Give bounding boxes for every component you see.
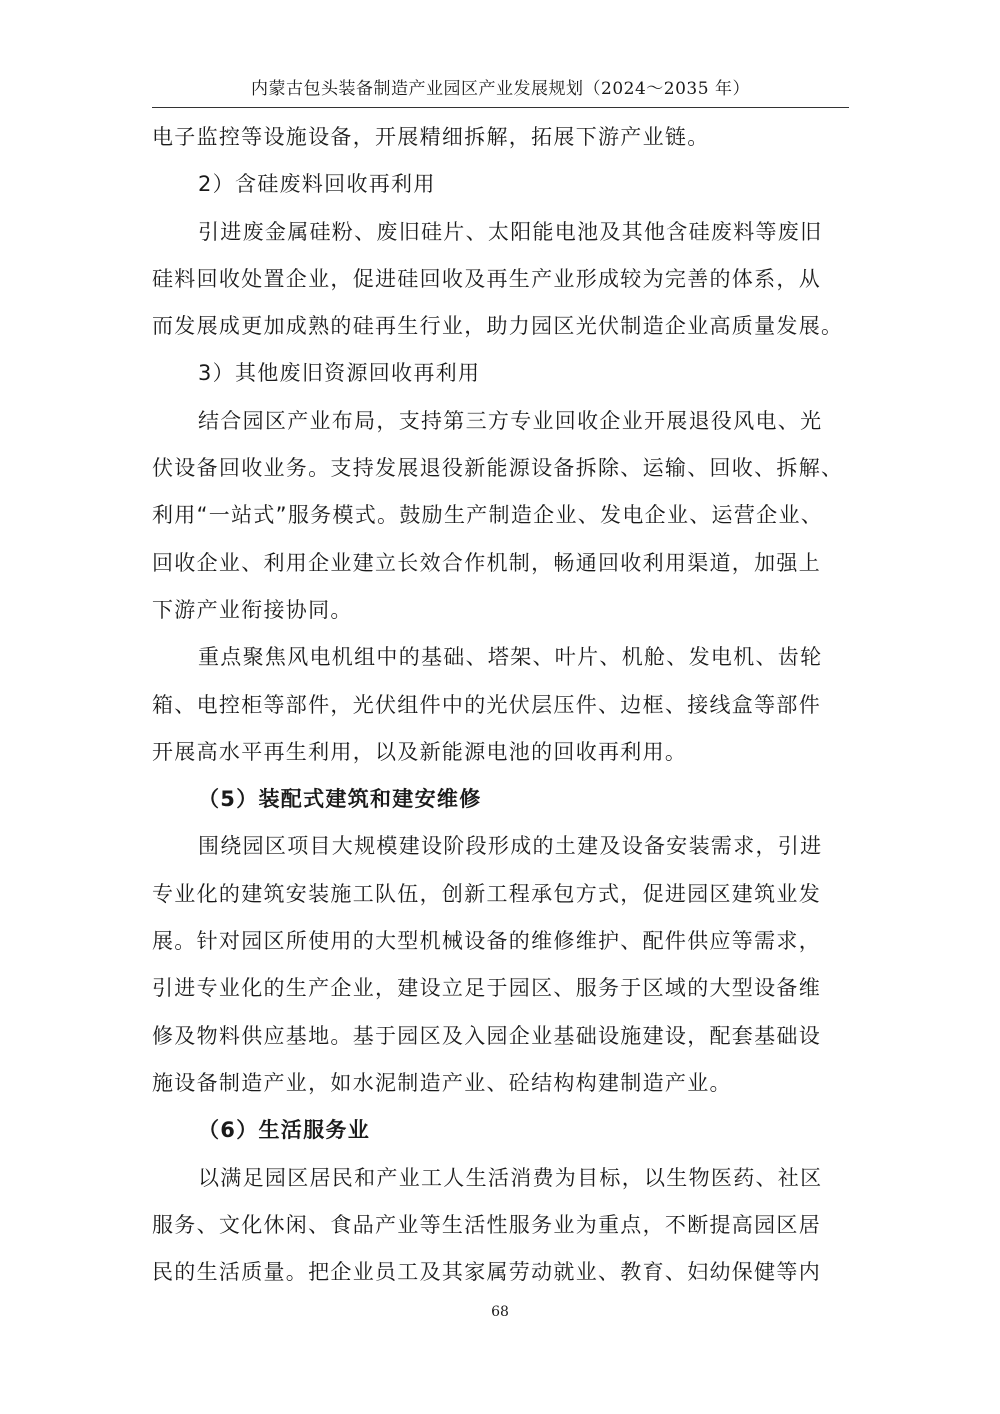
header-rule <box>152 107 849 108</box>
text-line: 引进废金属硅粉、废旧硅片、太阳能电池及其他含硅废料等废旧 <box>198 219 823 244</box>
text-line: 下游产业衔接协同。 <box>152 597 353 622</box>
page-number: 68 <box>491 1304 509 1320</box>
text-line: 电子监控等设施设备，开展精细拆解，拓展下游产业链。 <box>152 125 710 149</box>
text-line: 服务、文化休闲、食品产业等生活性服务业为重点，不断提高园区居 <box>152 1212 821 1237</box>
subsection-heading: 3）其他废旧资源回收再利用 <box>198 361 481 386</box>
running-header: 内蒙古包头装备制造产业园区产业发展规划（2024～2035 年） <box>251 79 750 99</box>
section-heading: （5）装配式建筑和建安维修 <box>198 787 482 812</box>
text-line: 以满足园区居民和产业工人生活消费为目标，以生物医药、社区 <box>198 1165 823 1190</box>
text-line: 修及物料供应基地。基于园区及入园企业基础设施建设，配套基础设 <box>152 1023 821 1048</box>
text-line: 箱、电控柜等部件，光伏组件中的光伏层压件、边框、接线盒等部件 <box>152 692 821 717</box>
text-line: 开展高水平再生利用，以及新能源电池的回收再利用。 <box>152 739 688 764</box>
body-text <box>152 114 849 1296</box>
text-line: 硅料回收处置企业，促进硅回收及再生产业形成较为完善的体系，从 <box>152 266 821 291</box>
text-line: 而发展成更加成熟的硅再生行业，助力园区光伏制造企业高质量发展。 <box>152 314 844 339</box>
text-line: 专业化的建筑安装施工队伍，创新工程承包方式，促进园区建筑业发 <box>152 881 821 906</box>
text-line: 重点聚焦风电机组中的基础、塔架、叶片、机舱、发电机、齿轮 <box>198 645 823 670</box>
text-line: 围绕园区项目大规模建设阶段形成的土建及设备安装需求，引进 <box>198 834 823 859</box>
text-line: 结合园区产业布局，支持第三方专业回收企业开展退役风电、光 <box>198 408 823 433</box>
text-line: 展。针对园区所使用的大型机械设备的维修维护、配件供应等需求， <box>152 929 821 954</box>
subsection-heading: 2）含硅废料回收再利用 <box>198 172 436 197</box>
text-line: 施设备制造产业，如水泥制造产业、砼结构构建制造产业。 <box>152 1070 732 1095</box>
section-heading: （6）生活服务业 <box>198 1118 371 1143</box>
text-line: 民的生活质量。把企业员工及其家属劳动就业、教育、妇幼保健等内 <box>152 1260 821 1285</box>
text-line: 回收企业、利用企业建立长效合作机制，畅通回收利用渠道，加强上 <box>152 550 821 575</box>
text-line: 利用“一站式”服务模式。鼓励生产制造企业、发电企业、运营企业、 <box>152 503 824 528</box>
text-line: 伏设备回收业务。支持发展退役新能源设备拆除、运输、回收、拆解、 <box>152 456 844 481</box>
text-line: 引进专业化的生产企业，建设立足于园区、服务于区域的大型设备维 <box>152 976 821 1001</box>
